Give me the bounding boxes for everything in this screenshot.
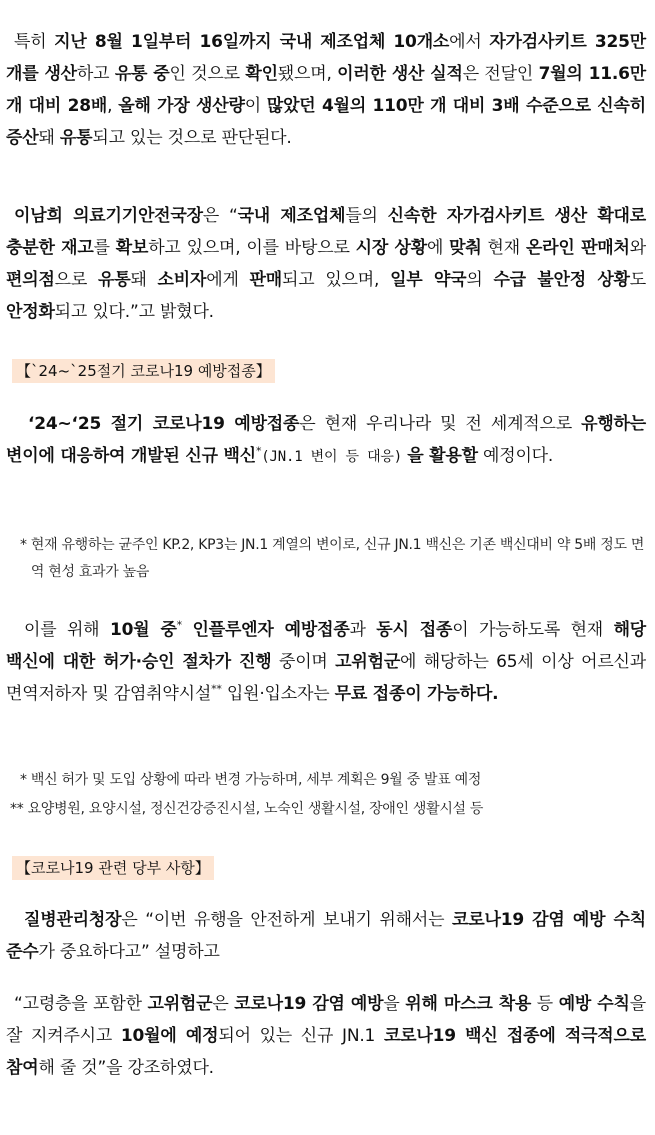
footnote-text: 요양병원, 요양시설, 정신건강증진시설, 노숙인 생활시설, 장애인 생활시설 등 [27, 801, 484, 817]
emphasis: 확인 [245, 64, 278, 84]
footnote-variant [20, 532, 646, 586]
emphasis: 7월의 11.6만 개 대비 28배 [6, 64, 647, 116]
text-segment: 를 [93, 238, 116, 258]
text-segment: 되고 있다.”고 밝혔다. [54, 302, 214, 322]
emphasis: 안정화 [6, 302, 55, 322]
footnote-marker: ** [211, 682, 222, 696]
emphasis: 많았던 4월의 110만 개 대비 3배 수준으로 신속히 증산 [6, 96, 646, 148]
text-segment: 들의 [345, 206, 388, 226]
emphasis: 유통 [59, 128, 93, 148]
emphasis: 고위험군 [147, 994, 213, 1014]
emphasis: 인플루엔자 예방접종 [192, 620, 350, 640]
footnote-approval [20, 767, 646, 794]
text-segment: 에 해당하는 65세 이상 어르신과 면역저하자 및 감염취약시설 [6, 652, 646, 704]
emphasis: ‘24~‘25 절기 코로나19 예방접종 [28, 414, 300, 434]
text-segment: 은 “ [202, 206, 238, 226]
emphasis: 온라인 판매처 [525, 238, 630, 258]
text-segment: 으로 [54, 270, 98, 290]
emphasis: 예방 수칙 [558, 994, 630, 1014]
text-segment: 도 [629, 270, 646, 290]
text-segment: 은 [212, 994, 235, 1014]
text-segment: 되고 있으며, [282, 270, 391, 290]
text-segment: 현재 [481, 238, 526, 258]
footnote-mark: * [20, 772, 31, 788]
emphasis: 수급 불안정 상황 [493, 270, 630, 290]
emphasis: 동시 접종 [376, 620, 453, 640]
emphasis: 판매 [249, 270, 282, 290]
emphasis: 질병관리청장 [24, 910, 122, 930]
text-segment: 에서 [449, 32, 490, 52]
text-segment: 돼 [130, 270, 158, 290]
paragraph-commissioner [6, 904, 646, 968]
text-segment [182, 620, 193, 640]
text-segment: 을 잘 지켜주시고 [6, 994, 646, 1046]
text-segment: 돼 [38, 128, 60, 148]
emphasis: 유통 [98, 270, 131, 290]
text-segment: 과 [349, 620, 377, 640]
text-segment: 하고 [76, 64, 115, 84]
text-segment: 에게 [206, 270, 250, 290]
emphasis: 을 활용할 [407, 446, 478, 466]
text-segment: 에 [426, 238, 450, 258]
paragraph-free-vaccination [6, 614, 646, 710]
footnote-marker: * [255, 444, 262, 458]
emphasis: 코로나19 감염 예방 수칙 준수 [6, 910, 646, 962]
emphasis: 유행하는 변이에 대응하여 개발된 신규 백신 [6, 414, 646, 466]
emphasis: 편의점 [6, 270, 55, 290]
text-segment: (JN.1 변이 등 대응) [261, 449, 402, 465]
emphasis: 이남희 의료기기안전국장 [14, 206, 203, 226]
text-segment: 중이며 [271, 652, 336, 672]
paragraph-kit-production [6, 26, 646, 154]
emphasis: 맞춰 [449, 238, 482, 258]
text-segment: 해 줄 것”을 강조하였다. [38, 1058, 214, 1078]
text-segment: 의 [466, 270, 494, 290]
text-segment: 하고 있으며, 이를 바탕으로 [148, 238, 356, 258]
text-segment: 되어 있는 신규 JN.1 [218, 1026, 384, 1046]
section-header-vaccination: 【`24~`25절기 코로나19 예방접종】 [12, 359, 275, 383]
footnote-mark: ** [10, 801, 28, 817]
footnote-text: 백신 허가 및 도입 상황에 따라 변경 가능하며, 세부 계획은 9월 중 발표 예정 [30, 772, 482, 788]
text-segment: 특히 [14, 32, 55, 52]
emphasis: 10월에 예정 [120, 1026, 219, 1046]
emphasis: 올해 가장 생산량 [118, 96, 245, 116]
text-segment: 예정이다. [477, 446, 554, 466]
emphasis: 10월 중 [109, 620, 177, 640]
footnote-text: 현재 유행하는 균주인 KP.2, KP3는 JN.1 계열의 변이로, 신규 JN.1 백신은 기존 백신대비 약 5배 정도 면역 현성 효과가 높음 [30, 537, 645, 580]
text-segment: 됐으며, [277, 64, 338, 84]
text-segment: 은 전달인 [462, 64, 539, 84]
emphasis: 해당 백신에 대한 허가·승인 절차가 진행 [6, 620, 647, 672]
text-segment: 등 [531, 994, 559, 1014]
emphasis: 확보 [115, 238, 149, 258]
emphasis: 무료 접종이 가능하다. [334, 684, 499, 704]
text-segment: 가 중요하다고” 설명하고 [38, 942, 220, 962]
section-header-advisory: 【코로나19 관련 당부 사항】 [12, 856, 214, 880]
text-segment: 은 현재 우리나라 및 전 세계적으로 [299, 414, 582, 434]
emphasis: 코로나19 백신 접종에 적극적으로 참여 [6, 1026, 646, 1078]
paragraph-director-quote [6, 200, 646, 328]
emphasis: 국내 제조업체 [237, 206, 346, 226]
emphasis: 고위험군 [335, 652, 401, 672]
emphasis: 코로나19 감염 예방 [234, 994, 384, 1014]
emphasis: 유통 중 [114, 64, 170, 84]
emphasis: 위해 마스크 착용 [405, 994, 532, 1014]
text-segment: “고령층을 포함한 [14, 994, 148, 1014]
text-segment: 이를 위해 [24, 620, 110, 640]
text-segment: 와 [629, 238, 646, 258]
emphasis: 이러한 생산 실적 [337, 64, 463, 84]
emphasis: 시장 상황 [355, 238, 427, 258]
emphasis: 자가검사키트 325만 개를 생산 [6, 32, 646, 84]
text-segment: 입원·입소자는 [221, 684, 335, 704]
text-segment: 이 가능하도록 현재 [452, 620, 614, 640]
emphasis: 소비자 [157, 270, 207, 290]
footnote-marker: * [176, 618, 182, 632]
text-segment: 인 것으로 [169, 64, 246, 84]
paragraph-elderly-advice [6, 988, 646, 1084]
text-segment: , [107, 96, 119, 116]
text-segment: 되고 있는 것으로 판단된다. [92, 128, 292, 148]
footnote-mark: * [20, 537, 31, 553]
emphasis: 일부 약국 [390, 270, 467, 290]
emphasis: 신속한 자가검사키트 생산 확대로 충분한 재고 [6, 206, 646, 258]
text-segment: 은 “이번 유행을 안전하게 보내기 위해서는 [121, 910, 453, 930]
text-segment: 이 [244, 96, 267, 116]
text-segment: 을 [383, 994, 406, 1014]
footnote-facilities [10, 796, 646, 823]
emphasis: 지난 8월 1일부터 16일까지 국내 제조업체 10개소 [54, 32, 450, 52]
paragraph-vaccination-plan [6, 408, 646, 473]
